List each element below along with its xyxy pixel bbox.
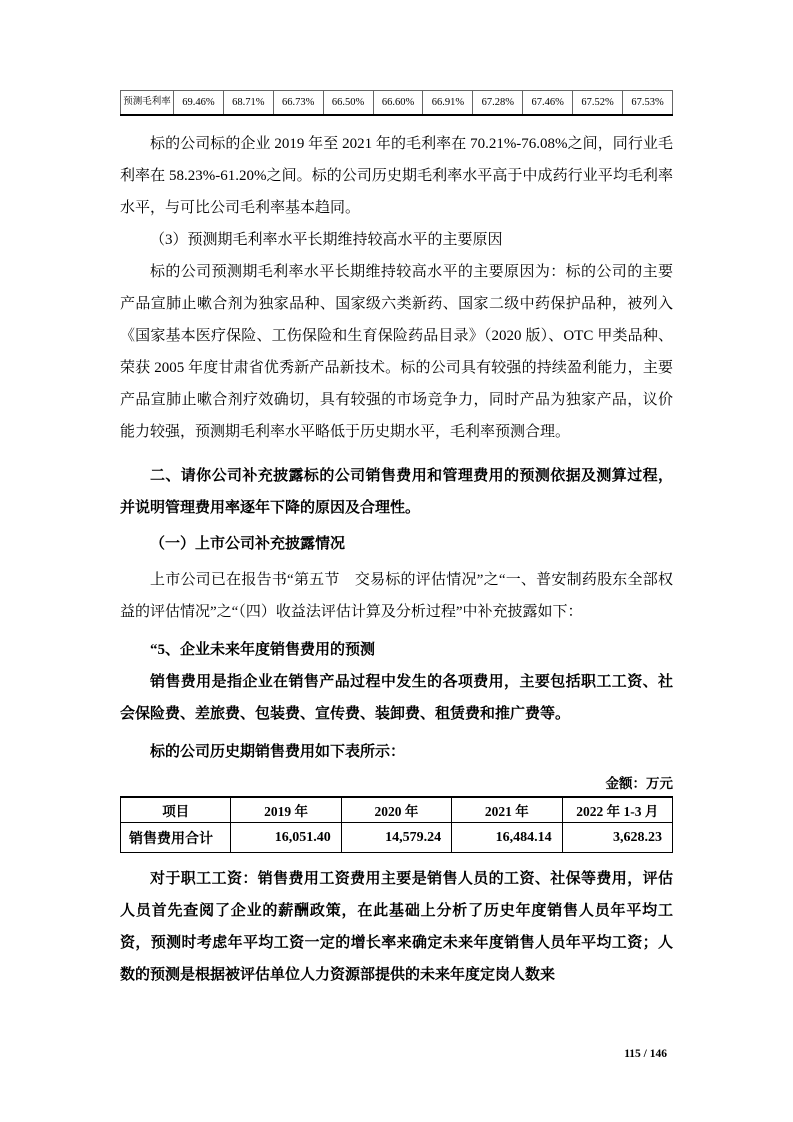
margin-value: 66.91%	[423, 91, 473, 115]
paragraph-margin-comparison: 标的公司标的企业 2019 年至 2021 年的毛利率在 70.21%-76.08%之间，同行业毛利率在 58.23%-61.20%之间。标的公司历史期毛利率水平高于中成药行业平均毛利率水平，与可比公司毛利率基本趋同。	[120, 135, 673, 216]
table-row	[121, 823, 673, 853]
column-header-2022q1: 2022 年 1-3 月	[562, 797, 672, 823]
table-unit-label: 金额：万元	[605, 775, 673, 791]
column-header-2021: 2021 年	[452, 797, 562, 823]
cell-value-2020: 14,579.24	[341, 823, 451, 853]
table-row	[121, 91, 673, 115]
table-intro-text: 标的公司历史期销售费用如下表所示：	[150, 743, 406, 760]
column-header-2020: 2020 年	[341, 797, 451, 823]
cell-value-2022q1: 3,628.23	[562, 823, 672, 853]
paragraph-margin-reason: 标的公司预测期毛利率水平长期维持较高水平的主要原因为：标的公司的主要产品宣肺止嗽合剂为独家品种、国家级六类新药、国家二级中药保护品种，被列入《国家基本医疗保险、工伤保险和生育保险药品目录》（2020 版）、OTC 甲类品种、荣获 2005 年度甘肃省优秀新产品新技术。标的公司具有较强的持续盈利能力，主要产品宣肺止嗽合剂疗效确切，具有较强的市场竞争力，同时产品为独家产品，议价能力较强，预测期毛利率水平略低于历史期水平，毛利率预测合理。	[120, 263, 673, 440]
paragraph-disclosure-location: 上市公司已在报告书“第五节 交易标的评估情况”之“一、普安制药股东全部权益的评估情况”之“（四）收益法评估计算及分析过程”中补充披露如下：	[120, 571, 673, 620]
cell-value-2021: 16,484.14	[452, 823, 562, 853]
row-label-selling-expense-total: 销售费用合计	[121, 823, 231, 853]
margin-value: 67.28%	[473, 91, 523, 115]
page-number: 115 / 146	[624, 1048, 667, 1060]
margin-value: 67.46%	[523, 91, 573, 115]
paragraph-staff-salary-forecast: 对于职工工资：销售费用工资费用主要是销售人员的工资、社保等费用，评估人员首先查阅了企业的薪酬政策，在此基础上分析了历史年度销售人员年平均工资，预测时考虑年平均工资一定的增长率来确定未来年度销售人员年平均工资；人数的预测是根据被评估单位人力资源部提供的未来年度定岗人数来	[120, 871, 673, 983]
quoted-heading-5: “5、企业未来年度销售费用的预测	[150, 641, 376, 658]
margin-value: 66.60%	[373, 91, 423, 115]
forecast-gross-margin-table	[120, 90, 673, 116]
cell-value-2019: 16,051.40	[231, 823, 341, 853]
margin-value: 66.50%	[323, 91, 373, 115]
margin-value: 66.73%	[273, 91, 323, 115]
selling-expense-table	[120, 796, 673, 854]
paragraph-selling-expense-definition: 销售费用是指企业在销售产品过程中发生的各项费用，主要包括职工工资、社会保险费、差旅费、包装费、宣传费、装卸费、租赁费和推广费等。	[120, 673, 673, 722]
margin-value: 68.71%	[223, 91, 273, 115]
margin-value: 69.46%	[174, 91, 224, 115]
margin-row-label: 预测毛利率	[121, 91, 174, 115]
subsection-1-heading: （一）上市公司补充披露情况	[150, 535, 346, 552]
column-header-2019: 2019 年	[231, 797, 341, 823]
table-header-row	[121, 797, 673, 823]
column-header-item: 项目	[121, 797, 231, 823]
margin-value: 67.53%	[623, 91, 673, 115]
section-2-heading: 二、请你公司补充披露标的公司销售费用和管理费用的预测依据及测算过程，并说明管理费用率逐年下降的原因及合理性。	[120, 467, 673, 516]
heading-forecast-margin-reason: （3）预测期毛利率水平长期维持较高水平的主要原因	[150, 231, 503, 248]
margin-value: 67.52%	[573, 91, 623, 115]
